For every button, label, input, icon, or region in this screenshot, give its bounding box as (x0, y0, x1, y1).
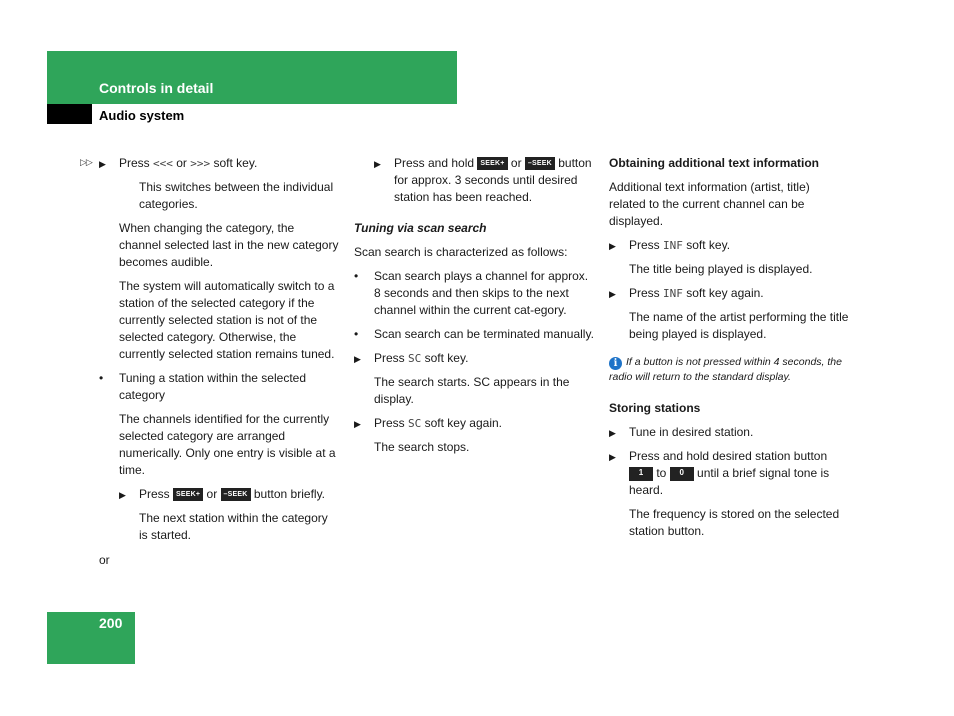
inf-key: INF (663, 287, 683, 300)
or-text: or (99, 553, 110, 567)
section-heading: Storing stations (609, 401, 701, 415)
step-press-sc: ▶ Press SC soft key. (354, 350, 596, 367)
category-left-key: <<< (153, 157, 173, 170)
section-heading: Obtaining additional text information (609, 156, 819, 170)
station-key-0: 0 (670, 467, 694, 481)
step-arrow-icon: ▶ (609, 428, 616, 438)
step-press-inf-again: ▶ Press INF soft key again. (609, 285, 849, 302)
seek-down-key: –SEEK (525, 157, 555, 170)
bullet-item: • Tuning a station within the selected category (99, 371, 307, 402)
seek-down-key: –SEEK (221, 488, 251, 501)
step-tune-station: ▶ Tune in desired station. (609, 424, 849, 441)
seek-up-key: SEEK+ (477, 157, 507, 170)
bullet-icon: • (354, 269, 359, 283)
station-key-1: 1 (629, 467, 653, 481)
info-icon: i (609, 357, 622, 370)
bullet-icon: • (99, 371, 104, 385)
bullet-item: • Scan search can be terminated manually. (354, 327, 594, 341)
step-hold-station-button: ▶ Press and hold desired station button 1 to 0 until a brief signal tone is heard. (609, 449, 830, 497)
step-press-inf: ▶ Press INF soft key. (609, 237, 849, 254)
paragraph: The system will automatically switch to a station of the selected category if the currently selected station is not of the selected category. Otherwise, the currently selected station remains tuned. (119, 279, 335, 361)
paragraph: The search starts. SC appears in the display. (374, 375, 570, 406)
step-arrow-icon: ▶ (609, 241, 616, 251)
info-note: i If a button is not pressed within 4 seconds, the radio will return to the standard display. (609, 356, 842, 383)
inf-key: INF (663, 239, 683, 252)
paragraph: When changing the category, the channel selected last in the new category becomes audible. (119, 221, 339, 269)
page-number: 200 (99, 615, 123, 631)
step-arrow-icon: ▶ (609, 289, 616, 299)
step-press-sc-again: ▶ Press SC soft key again. (354, 415, 596, 432)
step-arrow-icon: ▶ (374, 159, 381, 169)
category-right-key: >>> (190, 157, 211, 170)
step-arrow-icon: ▶ (354, 419, 361, 429)
step-press-category: ▶ Press <<< or >>> soft key. (99, 155, 339, 172)
column-1 (99, 155, 339, 576)
paragraph: The title being played is displayed. (629, 262, 813, 276)
paragraph: Additional text information (artist, title) related to the current channel can be displayed. (609, 180, 810, 228)
subsection-marker (47, 104, 92, 124)
subsection-title: Audio system (99, 108, 185, 123)
step-press-seek: ▶ Press SEEK+ or –SEEK button briefly. (99, 486, 339, 503)
step-arrow-icon: ▶ (119, 490, 126, 500)
paragraph: The channels identified for the currently selected category are arranged numerically. Only one entry is visible at a time. (119, 412, 336, 477)
section-heading: Tuning via scan search (354, 221, 487, 235)
column-3 (609, 155, 849, 547)
header-band (47, 51, 457, 104)
seek-up-key: SEEK+ (173, 488, 203, 501)
section-title: Controls in detail (99, 80, 214, 96)
paragraph: The search stops. (374, 440, 470, 454)
paragraph: Scan search is characterized as follows: (354, 245, 568, 259)
bullet-icon: • (354, 327, 359, 341)
step-press-hold-seek: ▶ Press and hold SEEK+ or –SEEK button for approx. 3 seconds until desired station has been reached. (374, 156, 592, 204)
step-arrow-icon: ▶ (354, 354, 361, 364)
column-2 (354, 155, 596, 463)
paragraph: This switches between the individual categories. (139, 180, 334, 211)
paragraph: The next station within the category is started. (139, 511, 328, 542)
paragraph: The frequency is stored on the selected station button. (629, 507, 840, 538)
step-arrow-icon: ▶ (99, 159, 106, 169)
sc-key: SC (408, 417, 422, 430)
paragraph: The name of the artist performing the title being played is displayed. (629, 310, 849, 341)
continued-marker: ▷▷ (80, 157, 92, 167)
step-arrow-icon: ▶ (609, 452, 616, 462)
sc-key: SC (408, 352, 422, 365)
bullet-item: • Scan search plays a channel for approx. 8 seconds and then skips to the next channel within the current cat-egory. (354, 269, 589, 317)
